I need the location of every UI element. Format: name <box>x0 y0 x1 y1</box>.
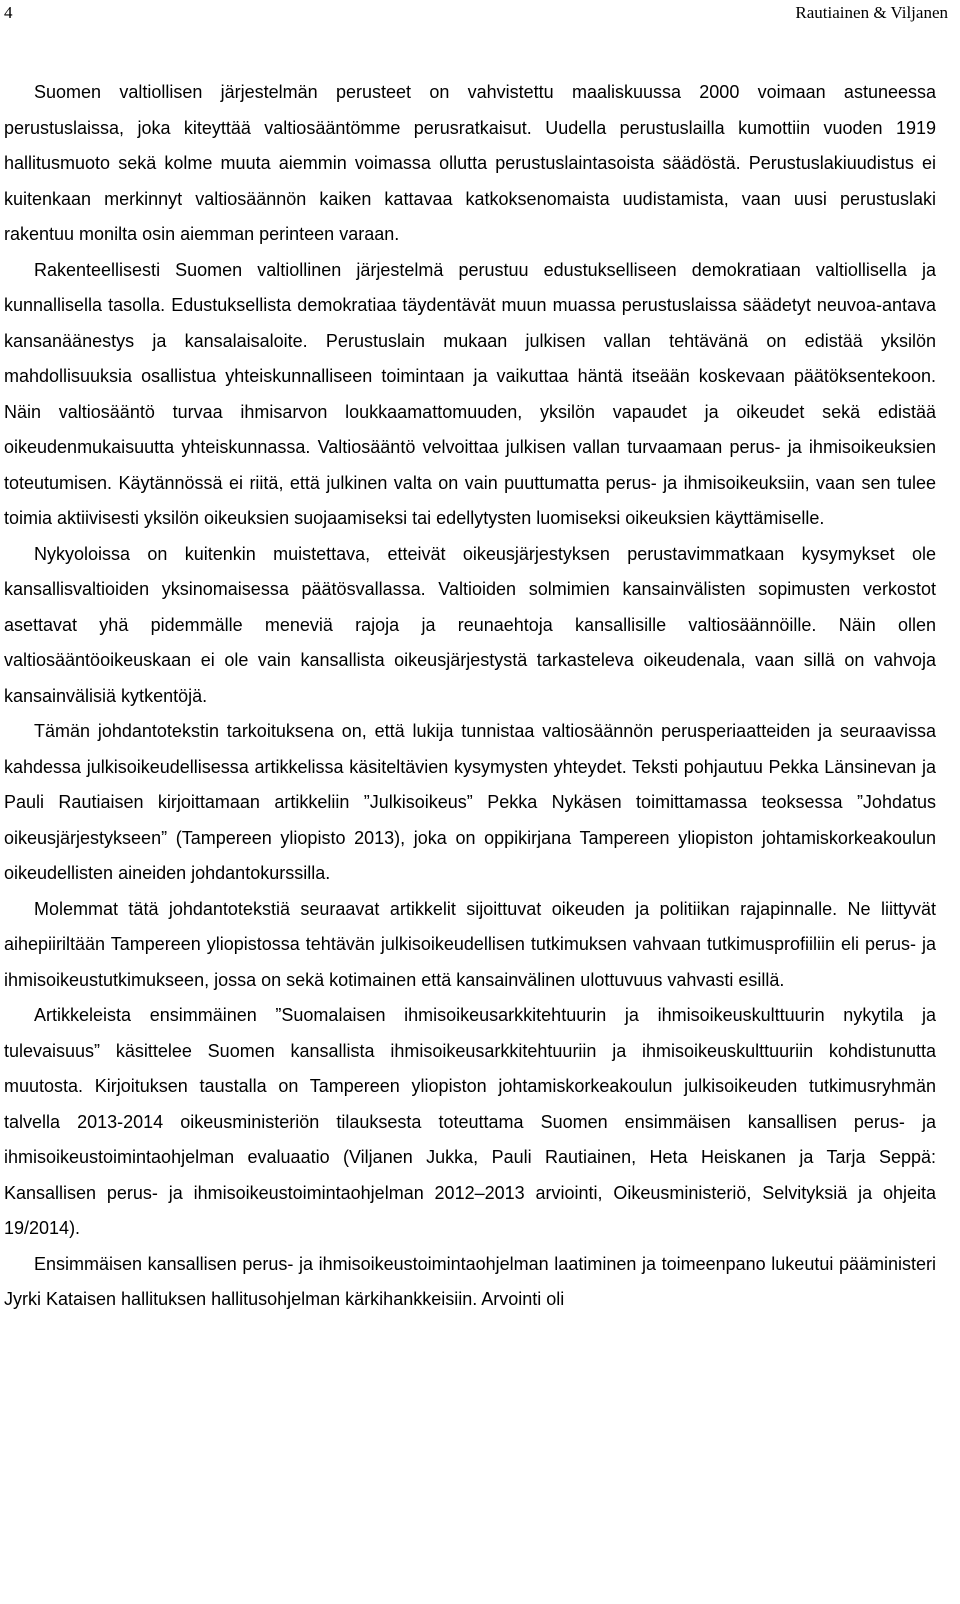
paragraph: Molemmat tätä johdantotekstiä seuraavat artikkelit sijoittuvat oikeuden ja politiikan rajapinnalle. Ne liittyvät aihepiiriltään Tampereen yliopistossa tehtävän julkisoikeudellisen tutkimuksen vahvaan tutkimusprofiiliin eli perus- ja ihmisoikeustutkimukseen, jossa on sekä kotimainen että kansainvälinen ulottuvuus vahvasti esillä. <box>4 898 936 990</box>
paragraph: Ensimmäisen kansallisen perus- ja ihmisoikeustoimintaohjelman laatiminen ja toimeenpano lukeutui pääministeri Jyrki Kataisen hallituksen hallitusohjelman kärkihankkeisiin. Arvointi oli <box>4 1253 936 1309</box>
header-authors: Rautiainen & Viljanen <box>795 3 948 22</box>
paragraph: Artikkeleista ensimmäinen ”Suomalaisen ihmisoikeusarkkitehtuurin ja ihmisoikeuskulttuurin nykytila ja tulevaisuus” käsittelee Suomen kansallista ihmisoikeusarkkitehtuuriin ja ihmisoikeuskulttuuriin kohdistunutta muutosta. Kirjoituksen taustalla on Tampereen yliopiston johtamiskorkeakoulun julkisoikeuden tutkimusryhmän talvella 2013-2014 oikeusministeriön tilauksesta toteuttama Suomen ensimmäisen kansallisen perus- ja ihmisoikeustoimintaohjelman evaluaatio (Viljanen Jukka, Pauli Rautiainen, Heta Heiskanen ja Tarja Seppä: Kansallisen perus- ja ihmisoikeustoimintaohjelman 2012–2013 arviointi, Oikeusministeriö, Selvityksiä ja ohjeita 19/2014). <box>4 1005 936 1238</box>
paragraph: Suomen valtiollisen järjestelmän perusteet on vahvistettu maaliskuussa 2000 voimaan astuneessa perustuslaissa, joka kiteyttää valtiosääntömme perusratkaisut. Uudella perustuslailla kumottiin vuoden 1919 hallitusmuoto sekä kolme muuta aiemmin voimassa ollutta perustuslaintasoista säädöstä. Perustuslakiuudistus ei kuitenkaan merkinnyt valtiosäännön kaiken kattavaa katkoksenomaista uudistamista, vaan uusi perustuslaki rakentuu monilta osin aiemman perinteen varaan. <box>4 82 936 244</box>
running-header <box>4 2 948 24</box>
body-text <box>4 75 936 1318</box>
paragraph: Rakenteellisesti Suomen valtiollinen järjestelmä perustuu edustukselliseen demokratiaan valtiollisella ja kunnallisella tasolla. Edustuksellista demokratiaa täydentävät muun muassa perustuslaissa säädetyt neuvoa-antava kansanäänestys ja kansalaisaloite. Perustuslain mukaan julkisen vallan tehtävänä on edistää yksilön mahdollisuuksia osallistua yhteiskunnalliseen toimintaan ja vaikuttaa häntä itseään koskevaan päätöksentekoon. Näin valtiosääntö turvaa ihmisarvon loukkaamattomuuden, yksilön vapaudet ja oikeudet sekä edistää oikeudenmukaisuutta yhteiskunnassa. Valtiosääntö velvoittaa julkisen vallan turvaamaan perus- ja ihmisoikeuksien toteutumisen. Käytännössä ei riitä, että julkinen valta on vain puuttumatta perus- ja ihmisoikeuksiin, vaan sen tulee toimia aktiivisesti yksilön oikeuksien suojaamiseksi tai edellytysten luomiseksi oikeuksien käyttämiselle. <box>4 259 936 528</box>
page-number: 4 <box>4 3 13 22</box>
paragraph: Nykyoloissa on kuitenkin muistettava, etteivät oikeusjärjestyksen perustavimmatkaan kysymykset ole kansallisvaltioiden yksinomaisessa päätösvallassa. Valtioiden solmimien kansainvälisten sopimusten verkostot asettavat yhä pidemmälle meneviä rajoja ja reunaehtoja kansallisille valtiosäännöille. Näin ollen valtiosääntöoikeuskaan ei ole vain kansallista oikeusjärjestystä tarkasteleva oikeudenala, vaan sillä on vahvoja kansainvälisiä kytkentöjä. <box>4 543 936 706</box>
paragraph: Tämän johdantotekstin tarkoituksena on, että lukija tunnistaa valtiosäännön perusperiaatteiden ja seuraavissa kahdessa julkisoikeudellisessa artikkelissa käsiteltävien kysymysten yhteydet. Teksti pohjautuu Pekka Länsinevan ja Pauli Rautiaisen kirjoittamaan artikkeliin ”Julkisoikeus” Pekka Nykäsen toimittamassa teoksessa ”Johdatus oikeusjärjestykseen” (Tampereen yliopisto 2013), joka on oppikirjana Tampereen yliopiston johtamiskorkeakoulun oikeudellisten aineiden johdantokurssilla. <box>4 721 936 883</box>
